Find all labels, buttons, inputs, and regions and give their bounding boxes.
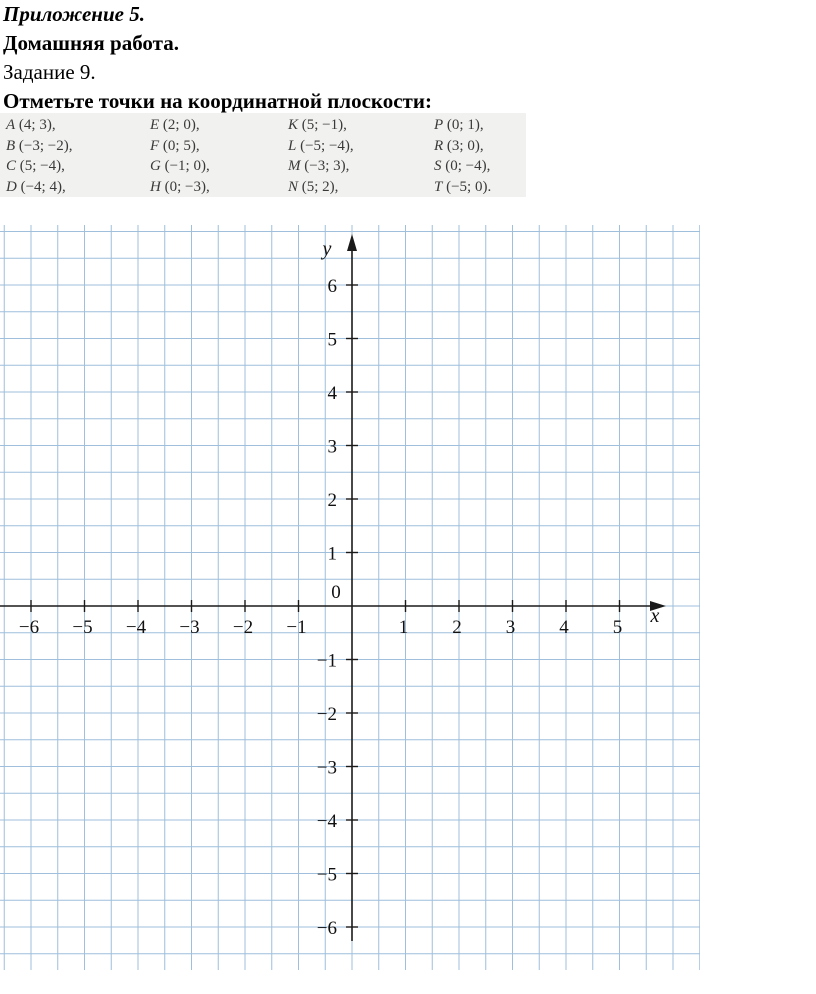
point-item [150,156,290,177]
y-tick-label: 4 [327,383,337,404]
point-item [150,136,290,157]
point-item [434,136,574,157]
x-tick-label: 2 [452,617,462,638]
x-tick-label: 3 [505,617,516,638]
point-coords: (0; −4), [445,158,491,174]
point-item [150,177,290,198]
x-tick-label: −5 [72,617,93,638]
task-number: Задание 9. [3,60,96,84]
y-axis-arrow [347,234,357,251]
point-name: B [6,137,16,154]
point-item [434,115,574,136]
y-tick-label: −3 [316,757,337,779]
point-item [288,115,428,136]
point-coords: (0; −3), [164,178,210,195]
x-tick-label: −3 [179,617,200,638]
point-name: A [6,117,16,133]
point-coords: (5; −4), [19,158,65,174]
y-tick-label: 2 [327,490,337,511]
y-axis-label: y [322,238,332,260]
header [3,0,813,116]
point-name: C [6,158,17,174]
point-name: S [434,158,442,174]
point-coords: (−3; −2), [18,137,73,154]
point-name: R [434,137,444,154]
y-tick-label: 6 [327,276,337,297]
point-name: P [434,117,444,133]
point-name: M [288,158,301,174]
point-item [6,115,146,136]
point-coords: (0; 5), [162,137,200,154]
y-tick-label: −2 [316,704,337,725]
y-tick-label: 5 [327,329,337,351]
point-name: F [150,137,160,154]
appendix-title: Приложение 5. [3,2,145,26]
point-name: E [150,117,160,133]
point-name: G [150,158,161,174]
points-column [434,115,574,197]
point-coords: (5; −1), [301,117,347,133]
x-tick-label: −4 [125,617,147,638]
point-item [288,177,428,198]
point-coords: (−5; −4), [300,137,354,154]
point-name: K [288,117,299,133]
point-coords: (−1; 0), [164,158,210,174]
task-instruction: Отметьте точки на координатной плоскости: [3,89,432,113]
point-coords: (0; 1), [446,117,484,133]
point-coords: (3; 0), [446,137,484,154]
x-tick-label: −2 [232,617,254,638]
x-tick-label: 5 [612,617,623,638]
point-item [434,156,574,177]
x-tick-label: −6 [18,617,40,638]
point-coords: (−5; 0). [446,178,492,195]
x-tick-label: 4 [559,617,569,638]
y-tick-label: −1 [316,650,337,672]
point-item [6,136,146,157]
point-coords: (−3; 3), [304,158,350,174]
point-name: L [288,137,297,154]
point-coords: (4; 3), [18,117,56,133]
point-coords: (5; 2), [301,178,339,195]
point-item [6,156,146,177]
point-name: H [150,178,161,195]
origin-label: 0 [331,582,341,603]
point-name: N [288,178,299,195]
y-tick-label: −5 [316,864,337,886]
point-item [288,136,428,157]
points-column [288,115,428,197]
point-name: T [434,178,443,195]
coordinate-plane [0,225,700,970]
y-tick-label: 1 [327,543,337,565]
points-column [150,115,290,197]
point-name: D [6,178,17,195]
y-tick-label: −6 [316,918,337,939]
points-list [0,113,526,197]
y-tick-label: −4 [316,811,337,832]
x-axis-label: x [650,605,660,627]
x-tick-label: −1 [286,617,307,638]
points-column [6,115,146,197]
point-item [6,177,146,198]
homework-title: Домашняя работа. [3,31,179,55]
x-tick-label: 1 [398,617,409,638]
point-coords: (2; 0), [162,117,200,133]
point-item [288,156,428,177]
point-item [150,115,290,136]
y-tick-label: 3 [327,436,337,458]
point-item [434,177,574,198]
point-coords: (−4; 4), [20,178,66,195]
